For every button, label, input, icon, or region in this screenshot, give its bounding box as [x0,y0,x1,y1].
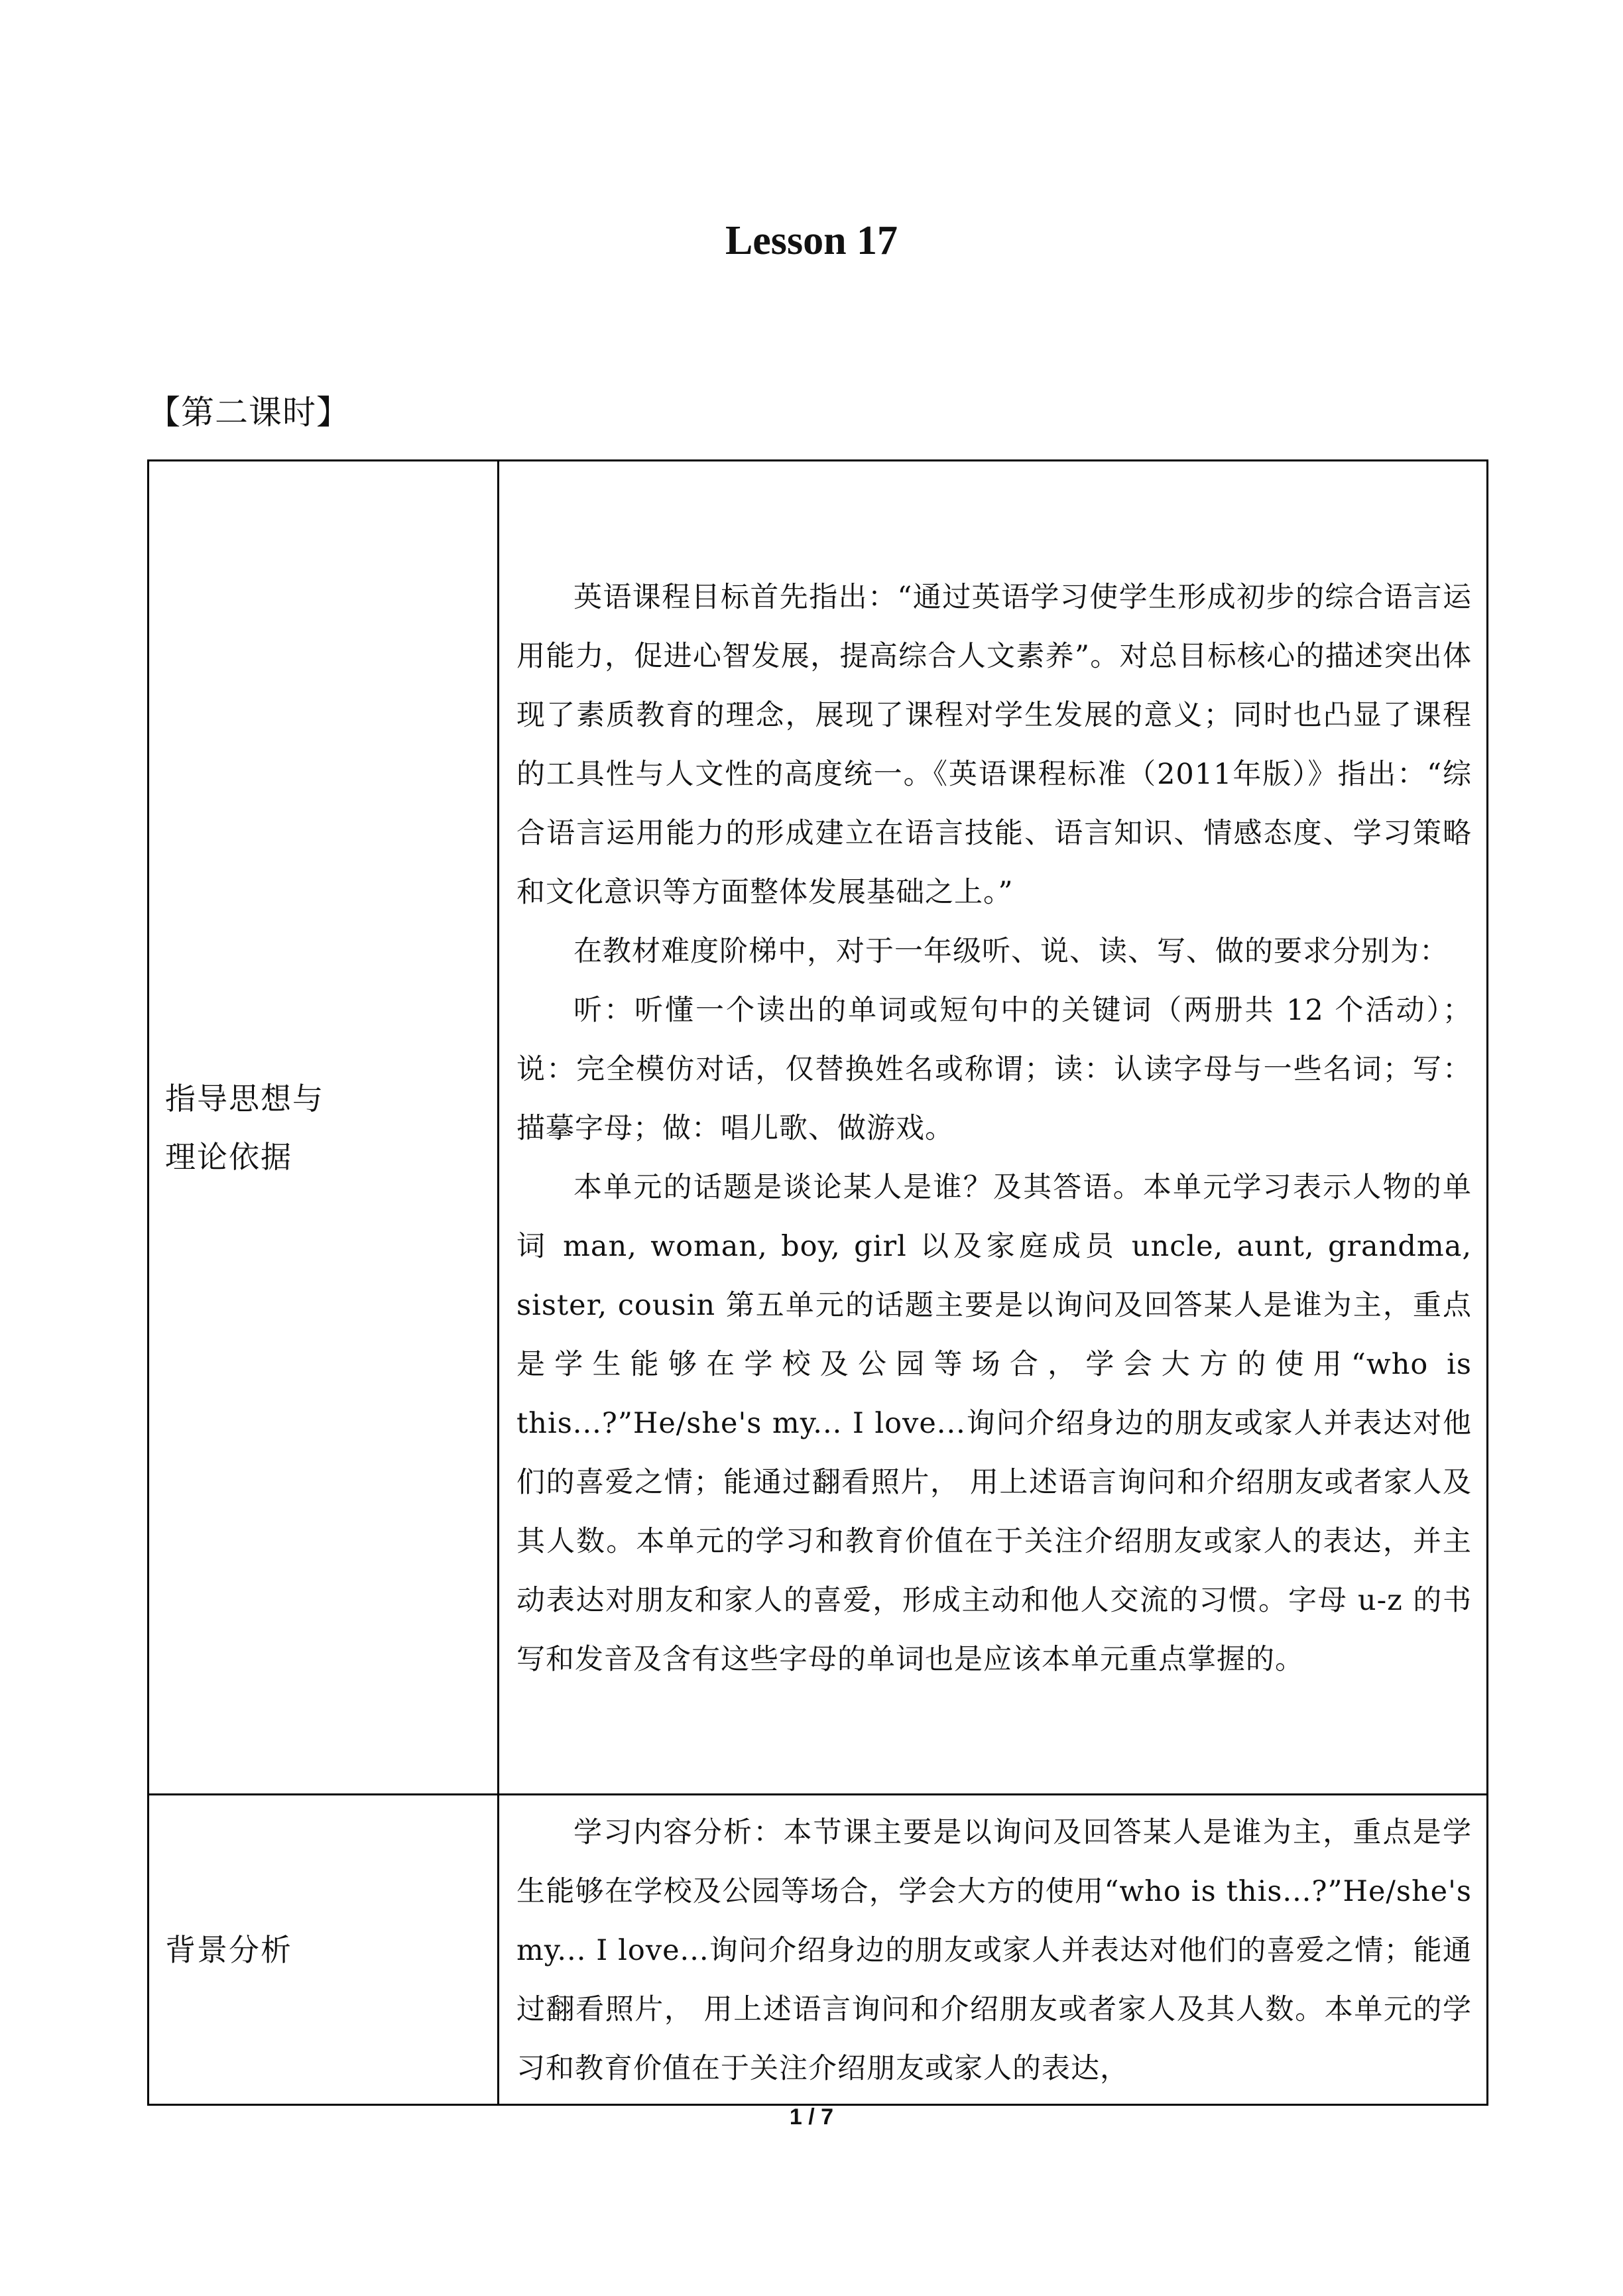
content-paragraph: 学习内容分析：本节课主要是以询问及回答某人是谁为主，重点是学生能够在学校及公园等场合，学会大方的使用“who is this...?”He/she's my... I love...询问介绍身边的朋友或家人并表达对他们的喜爱之情；能通过翻看照片， 用上述语言询问和介绍朋友或者家人及其人数。本单元的学习和教育价值在于关注介绍朋友或家人的表达， [516,1816,1472,2085]
row-label-line: 背景分析 [165,1931,292,1968]
document-title: Lesson 17 [725,218,898,263]
row-label-guiding-theory [149,461,499,1795]
row-label-line: 理论依据 [165,1138,292,1175]
row-label-background-analysis [149,1795,499,2105]
row-label-line: 指导思想与 [165,1080,324,1117]
content-paragraph: 英语课程目标首先指出：“通过英语学习使学生形成初步的综合语言运用能力，促进心智发展，提高综合人文素养”。对总目标核心的描述突出体现了素质教育的理念，展现了课程对学生发展的意义；同时也凸显了课程的工具性与人文性的高度统一。《英语课程标准（2011年版）》指出：“综合语言运用能力的形成建立在语言技能、语言知识、情感态度、学习策略和文化意识等方面整体发展基础之上。” [516,581,1472,909]
section-heading: 【第二课时】 [147,393,350,432]
row-content-guiding-theory [499,461,1488,1795]
content-paragraph: 听：听懂一个读出的单词或短句中的关键词（两册共 12 个活动）；说：完全模仿对话，仅替换姓名或称谓；读：认读字母与一些名词；写：描摹字母；做：唱儿歌、做游戏。 [516,994,1472,1145]
row-content-background-analysis [499,1795,1488,2105]
content-paragraph: 本单元的话题是谈论某人是谁？及其答语。本单元学习表示人物的单词 man, woman, boy, girl 以及家庭成员 uncle, aunt, grandma, sister, cousin 第五单元的话题主要是以询问及回答某人是谁为主，重点是学生能够在学校及公园等场合，学会大方的使用“who is this...?”He/she's my... I love...询问介绍身边的朋友或家人并表达对他们的喜爱之情；能通过翻看照片， 用上述语言询问和介绍朋友或者家人及其人数。本单元的学习和教育价值在于关注介绍朋友或家人的表达，并主动表达对朋友和家人的喜爱，形成主动和他人交流的习惯。字母 u-z 的书写和发音及含有这些字母的单词也是应该本单元重点掌握的。 [516,1171,1472,1676]
content-paragraph: 在教材难度阶梯中，对于一年级听、说、读、写、做的要求分别为： [573,935,1449,968]
page-number: 1 / 7 [789,2104,834,2130]
lesson-plan-table [147,459,1488,2106]
table-row-guiding-theory [149,461,1488,1795]
table-row-background-analysis [149,1795,1488,2105]
